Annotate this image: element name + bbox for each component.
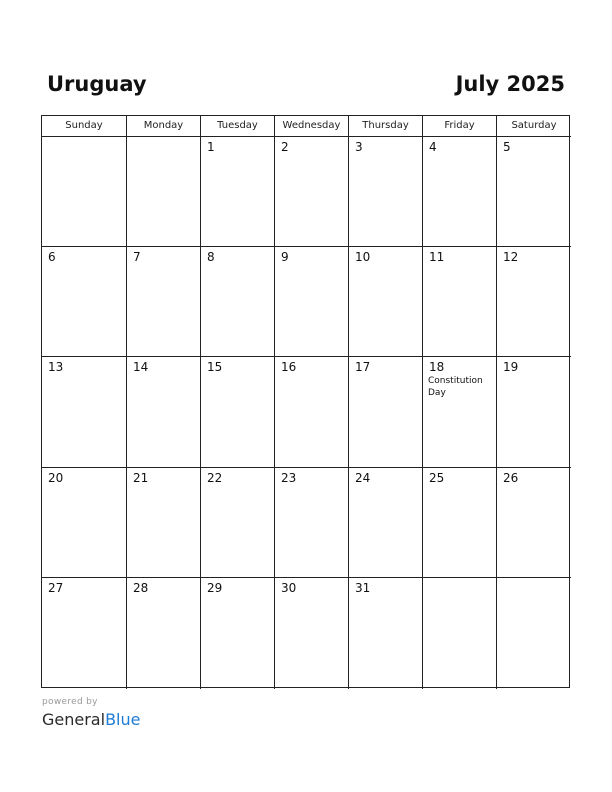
generalblue-logo[interactable] <box>42 710 140 730</box>
day-number: 29 <box>207 581 223 595</box>
day-cell <box>201 137 275 247</box>
calendar-grid <box>41 115 570 688</box>
day-number: 15 <box>207 360 223 374</box>
day-cell <box>497 468 571 578</box>
day-cell <box>275 578 349 689</box>
day-cell <box>127 578 201 689</box>
day-number: 9 <box>281 250 289 264</box>
day-cell <box>423 468 497 578</box>
footer-branding <box>42 697 140 730</box>
day-number: 25 <box>429 471 445 485</box>
day-cell <box>497 357 571 468</box>
day-number: 24 <box>355 471 371 485</box>
day-cell <box>349 578 423 689</box>
day-cell <box>42 578 127 689</box>
powered-by-label: powered by <box>42 697 98 707</box>
weekday-header-friday: Friday <box>423 116 497 137</box>
day-cell <box>275 357 349 468</box>
day-cell <box>201 247 275 357</box>
day-cell <box>42 247 127 357</box>
holiday-label: Constitution Day <box>428 376 483 398</box>
day-number: 28 <box>133 581 149 595</box>
day-cell <box>423 137 497 247</box>
day-number: 14 <box>133 360 149 374</box>
day-number: 23 <box>281 471 297 485</box>
day-number: 21 <box>133 471 149 485</box>
day-cell <box>275 137 349 247</box>
day-cell <box>349 137 423 247</box>
day-cell <box>275 247 349 357</box>
day-cell <box>42 137 127 247</box>
day-number: 19 <box>503 360 519 374</box>
day-number: 12 <box>503 250 519 264</box>
brand-general-text: General <box>42 710 106 729</box>
day-cell <box>497 247 571 357</box>
day-cell <box>42 357 127 468</box>
day-cell <box>127 357 201 468</box>
weekday-header-thursday: Thursday <box>349 116 423 137</box>
day-number: 16 <box>281 360 297 374</box>
day-cell <box>349 247 423 357</box>
day-number: 5 <box>503 140 511 154</box>
day-cell <box>275 468 349 578</box>
day-number: 3 <box>355 140 363 154</box>
day-cell <box>497 578 571 689</box>
day-number: 17 <box>355 360 371 374</box>
day-number: 30 <box>281 581 297 595</box>
day-cell <box>127 247 201 357</box>
day-cell <box>127 468 201 578</box>
day-number: 22 <box>207 471 223 485</box>
day-cell <box>42 468 127 578</box>
day-cell <box>423 578 497 689</box>
day-number: 4 <box>429 140 437 154</box>
day-number: 2 <box>281 140 289 154</box>
brand-blue-text: Blue <box>105 710 141 729</box>
day-cell <box>201 468 275 578</box>
month-year-title: July 2025 <box>455 72 565 96</box>
day-number: 10 <box>355 250 371 264</box>
country-title: Uruguay <box>47 72 147 96</box>
day-number: 8 <box>207 250 215 264</box>
weekday-header-sunday: Sunday <box>42 116 127 137</box>
weekday-header-monday: Monday <box>127 116 201 137</box>
day-cell <box>201 357 275 468</box>
weekday-header-tuesday: Tuesday <box>201 116 275 137</box>
day-number: 20 <box>48 471 64 485</box>
day-number: 27 <box>48 581 64 595</box>
day-number: 1 <box>207 140 215 154</box>
day-cell <box>201 578 275 689</box>
day-number: 13 <box>48 360 64 374</box>
day-number: 31 <box>355 581 371 595</box>
day-number: 11 <box>429 250 445 264</box>
day-number: 18 <box>429 360 445 374</box>
day-number: 7 <box>133 250 141 264</box>
weekday-header-saturday: Saturday <box>497 116 571 137</box>
weekday-header-wednesday: Wednesday <box>275 116 349 137</box>
day-cell <box>349 357 423 468</box>
day-cell <box>349 468 423 578</box>
day-cell <box>497 137 571 247</box>
day-cell-holiday <box>423 357 497 468</box>
day-number: 26 <box>503 471 519 485</box>
day-number: 6 <box>48 250 56 264</box>
day-cell <box>423 247 497 357</box>
day-cell <box>127 137 201 247</box>
